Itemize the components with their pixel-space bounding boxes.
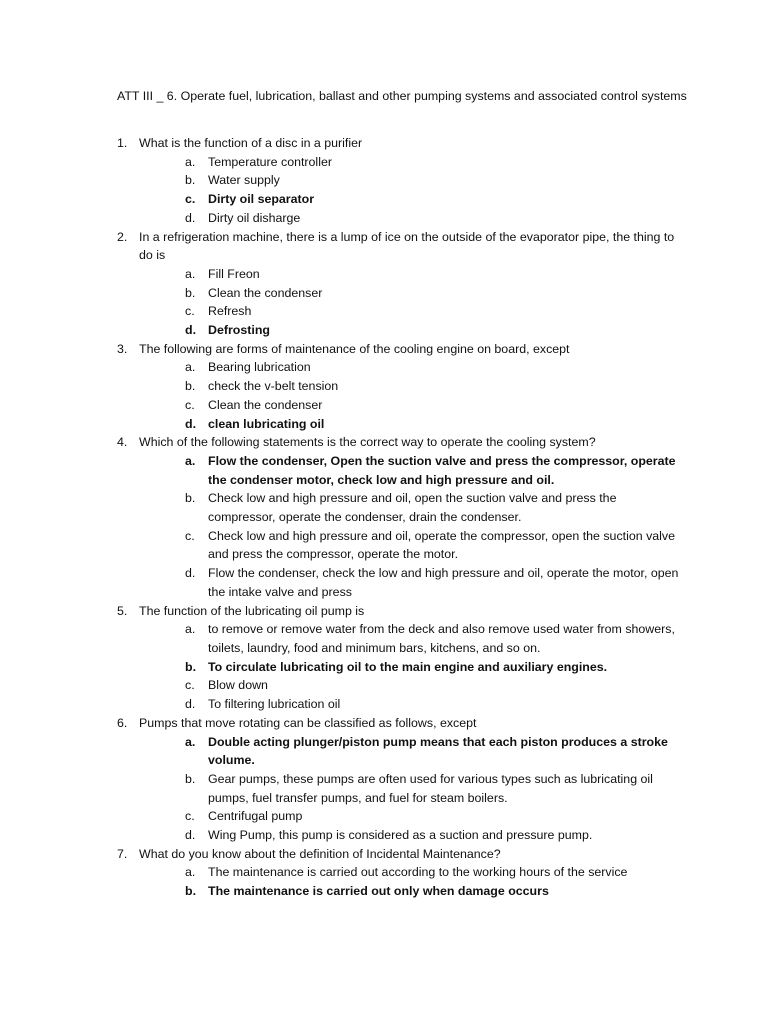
option-letter: b. bbox=[185, 285, 196, 300]
answer-option bbox=[139, 377, 687, 396]
option-list bbox=[139, 733, 687, 845]
option-text: Check low and high pressure and oil, open the suction valve and press the compressor, operate the condenser, drain the condenser. bbox=[208, 491, 617, 525]
option-letter: c. bbox=[185, 304, 195, 319]
answer-option-correct bbox=[139, 452, 687, 489]
option-text: Flow the condenser, Open the suction valve and press the compressor, operate the condenser motor, check low and high pressure and oil. bbox=[208, 453, 676, 487]
question-text: Which of the following statements is the correct way to operate the cooling system? bbox=[139, 435, 596, 450]
option-text: clean lubricating oil bbox=[208, 416, 325, 431]
question-text: In a refrigeration machine, there is a lump of ice on the outside of the evaporator pipe, the thing to do is bbox=[139, 229, 675, 263]
answer-option-correct bbox=[139, 321, 687, 340]
question-item bbox=[117, 340, 687, 434]
answer-option bbox=[139, 564, 687, 601]
answer-option bbox=[139, 396, 687, 415]
answer-option-correct bbox=[139, 415, 687, 434]
option-letter: a. bbox=[185, 622, 196, 637]
option-letter: d. bbox=[185, 210, 196, 225]
answer-option bbox=[139, 620, 687, 657]
question-text: What do you know about the definition of Incidental Maintenance? bbox=[139, 846, 501, 861]
option-list bbox=[139, 620, 687, 714]
answer-option-correct bbox=[139, 882, 687, 901]
question-text: Pumps that move rotating can be classified as follows, except bbox=[139, 715, 477, 730]
option-letter: b. bbox=[185, 659, 197, 674]
option-letter: b. bbox=[185, 491, 196, 506]
answer-option bbox=[139, 807, 687, 826]
option-letter: c. bbox=[185, 192, 196, 207]
answer-option-correct bbox=[139, 658, 687, 677]
option-text: check the v-belt tension bbox=[208, 379, 339, 394]
option-letter: b. bbox=[185, 173, 196, 188]
question-number: 5. bbox=[117, 603, 128, 618]
option-text: Double acting plunger/piston pump means that each piston produces a stroke volume. bbox=[208, 734, 668, 768]
option-text: To filtering lubrication oil bbox=[208, 697, 341, 712]
option-text: Defrosting bbox=[208, 323, 270, 338]
answer-option bbox=[139, 265, 687, 284]
question-number: 6. bbox=[117, 715, 128, 730]
option-text: to remove or remove water from the deck and also remove used water from showers, toilets, laundry, food and minimum bars, kitchens, and so on. bbox=[208, 622, 675, 655]
option-letter: b. bbox=[185, 771, 196, 786]
answer-option bbox=[139, 826, 687, 845]
answer-option bbox=[139, 695, 687, 714]
answer-option bbox=[139, 863, 687, 882]
option-text: Water supply bbox=[208, 173, 280, 188]
option-text: The maintenance is carried out only when damage occurs bbox=[208, 884, 549, 899]
option-text: Clean the condenser bbox=[208, 285, 323, 300]
option-text: Dirty oil disharge bbox=[208, 210, 301, 225]
question-item bbox=[117, 134, 687, 228]
question-number: 4. bbox=[117, 435, 128, 450]
answer-option bbox=[139, 171, 687, 190]
option-letter: c. bbox=[185, 809, 195, 824]
answer-option bbox=[139, 302, 687, 321]
option-letter: d. bbox=[185, 697, 196, 712]
question-number: 7. bbox=[117, 846, 128, 861]
answer-option bbox=[139, 676, 687, 695]
answer-option bbox=[139, 770, 687, 807]
answer-option-correct bbox=[139, 733, 687, 770]
option-text: Refresh bbox=[208, 304, 252, 319]
option-text: Check low and high pressure and oil, operate the compressor, open the suction valve and press the compressor, operate the motor. bbox=[208, 528, 675, 562]
option-letter: d. bbox=[185, 828, 196, 843]
question-text: The function of the lubricating oil pump is bbox=[139, 603, 365, 618]
option-text: Centrifugal pump bbox=[208, 809, 303, 824]
option-text: Temperature controller bbox=[208, 154, 332, 169]
option-text: Gear pumps, these pumps are often used for various types such as lubricating oil pumps, fuel transfer pumps, and fuel for steam boilers. bbox=[208, 771, 653, 805]
option-text: The maintenance is carried out according to the working hours of the service bbox=[208, 865, 628, 880]
answer-option bbox=[139, 284, 687, 303]
question-item bbox=[117, 228, 687, 340]
option-letter: d. bbox=[185, 416, 197, 431]
option-text: Wing Pump, this pump is considered as a suction and pressure pump. bbox=[208, 828, 593, 843]
option-list bbox=[139, 358, 687, 433]
question-number: 2. bbox=[117, 229, 128, 244]
question-number: 3. bbox=[117, 341, 128, 356]
question-item bbox=[117, 845, 687, 901]
question-text: What is the function of a disc in a purifier bbox=[139, 136, 363, 150]
question-list bbox=[117, 134, 687, 901]
option-letter: a. bbox=[185, 154, 196, 169]
option-letter: a. bbox=[185, 734, 196, 749]
option-letter: c. bbox=[185, 678, 195, 693]
answer-option-correct bbox=[139, 190, 687, 209]
option-list bbox=[139, 153, 687, 228]
option-letter: b. bbox=[185, 884, 197, 899]
option-letter: a. bbox=[185, 453, 196, 468]
option-letter: c. bbox=[185, 528, 195, 543]
document-title: ATT III _ 6. Operate fuel, lubrication, ballast and other pumping systems and associated control systems bbox=[117, 89, 687, 103]
option-letter: a. bbox=[185, 360, 196, 375]
option-letter: b. bbox=[185, 379, 196, 394]
answer-option bbox=[139, 489, 687, 526]
option-text: To circulate lubricating oil to the main engine and auxiliary engines. bbox=[208, 659, 608, 674]
option-letter: a. bbox=[185, 865, 196, 880]
question-item bbox=[117, 433, 687, 601]
option-text: Flow the condenser, check the low and high pressure and oil, operate the motor, open the intake valve and press bbox=[208, 566, 679, 599]
answer-option bbox=[139, 527, 687, 564]
option-text: Dirty oil separator bbox=[208, 192, 315, 207]
answer-option bbox=[139, 153, 687, 172]
answer-option bbox=[139, 358, 687, 377]
option-text: Bearing lubrication bbox=[208, 360, 311, 375]
option-letter: a. bbox=[185, 266, 196, 281]
option-letter: c. bbox=[185, 397, 195, 412]
answer-option bbox=[139, 209, 687, 228]
option-text: Fill Freon bbox=[208, 266, 260, 281]
option-list bbox=[139, 452, 687, 602]
question-number: 1. bbox=[117, 136, 128, 150]
option-list bbox=[139, 863, 687, 900]
question-item bbox=[117, 602, 687, 714]
question-text: The following are forms of maintenance of the cooling engine on board, except bbox=[139, 341, 570, 356]
option-letter: d. bbox=[185, 323, 197, 338]
option-text: Clean the condenser bbox=[208, 397, 323, 412]
question-item bbox=[117, 714, 687, 845]
option-text: Blow down bbox=[208, 678, 268, 693]
option-list bbox=[139, 265, 687, 340]
option-letter: d. bbox=[185, 566, 196, 581]
